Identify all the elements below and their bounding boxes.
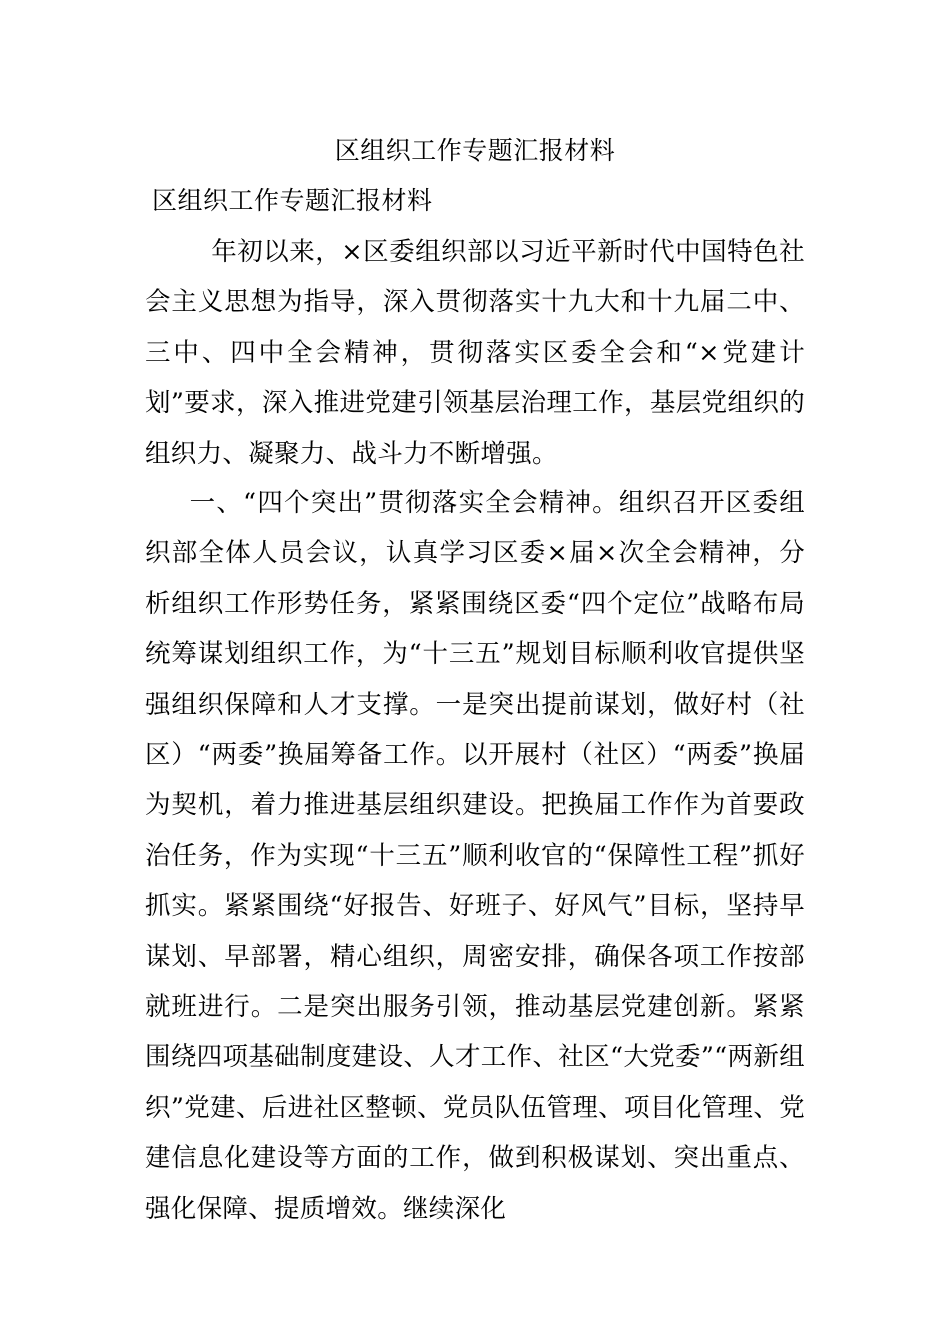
document-subtitle: 区组织工作专题汇报材料 (152, 186, 433, 215)
paragraph-section-one: 一、“四个突出”贯彻落实全会精神。组织召开区委组织部全体人员会议，认真学习区委×届×次全会精神，分析组织工作形势任务，紧紧围绕区委“四个定位”战略布局统筹谋划组织工作，为“十三五”规划目标顺利收官提供坚强组织保障和人才支撑。一是突出提前谋划，做好村（社区）“两委”换届筹备工作。以开展村（社区）“两委”换届为契机，着力推进基层组织建设。把换届工作作为首要政治任务，作为实现“十三五”顺利收官的“保障性工程”抓好抓实。紧紧围绕“好报告、好班子、好风气”目标，坚持早谋划、早部署，精心组织，周密安排，确保各项工作按部就班进行。二是突出服务引领，推动基层党建创新。紧紧围绕四项基础制度建设、人才工作、社区“大党委”“两新组织”党建、后进社区整顿、党员队伍管理、项目化管理、党建信息化建设等方面的工作，做到积极谋划、突出重点、强化保障、提质增效。继续深化 (145, 488, 805, 1224)
document-title: 区组织工作专题汇报材料 (334, 136, 616, 165)
paragraph-intro: 年初以来，×区委组织部以习近平新时代中国特色社会主义思想为指导，深入贯彻落实十九大和十九届二中、三中、四中全会精神，贯彻落实区委全会和“×党建计划”要求，深入推进党建引领基层治理工作，基层党组织的组织力、凝聚力、战斗力不断增强。 (145, 237, 805, 469)
